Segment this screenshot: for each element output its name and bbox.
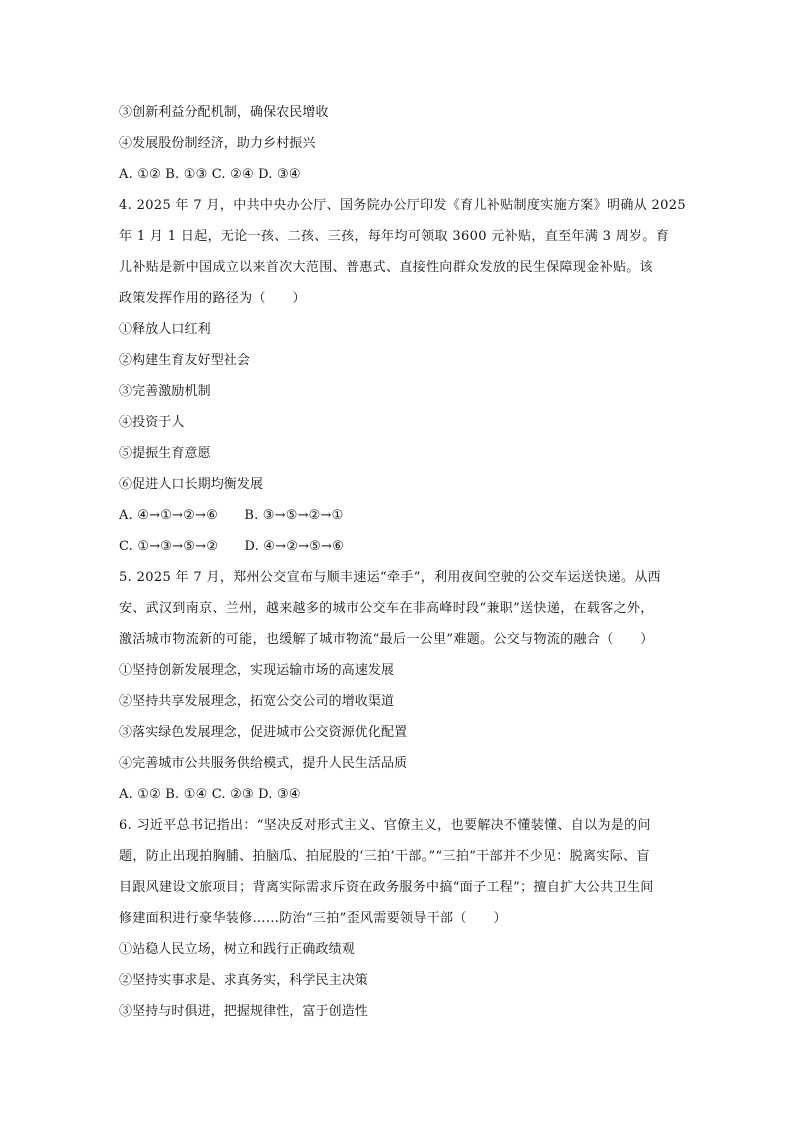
- q5-item-3: ③落实绿色发展理念，促进城市公交资源优化配置: [119, 725, 408, 740]
- answer-choices-q5: A. ①② B. ①④ C. ②③ D. ③④: [119, 787, 301, 802]
- q4-item-3: ③完善激励机制: [119, 384, 211, 399]
- answer-choices-q4-ab: A. ④→①→②→⑥ B. ③→⑤→②→①: [119, 508, 344, 523]
- question-5-line-3: 激活城市物流新的可能，也缓解了城市物流“最后一公里”难题。公交与物流的融合（ ）: [119, 632, 654, 647]
- question-4-line-1: 4. 2025 年 7 月，中共中央办公厅、国务院办公厅印发《育儿补贴制度实施方案》明确从 2025: [119, 198, 687, 213]
- answer-choices-q4-cd: C. ①→③→⑤→② D. ④→②→⑤→⑥: [119, 539, 344, 554]
- question-6-line-4: 修建面积进行豪华装修……防治“三拍”歪风需要领导干部（ ）: [119, 911, 507, 926]
- q5-item-2: ②坚持共享发展理念，拓宽公交公司的增收渠道: [119, 694, 395, 709]
- question-6-line-3: 目跟风建设文旅项目；背离实际需求斥资在政务服务中搞“面子工程”；擅自扩大公共卫生间: [119, 880, 654, 895]
- option-line-4: ④发展股份制经济，助力乡村振兴: [119, 136, 316, 151]
- q6-item-3: ③坚持与时俱进，把握规律性，富于创造性: [119, 1004, 368, 1019]
- q5-item-1: ①坚持创新发展理念，实现运输市场的高速发展: [119, 663, 395, 678]
- question-4-line-3: 儿补贴是新中国成立以来首次大范围、普惠式、直接性向群众发放的民生保障现金补贴。该: [119, 260, 654, 275]
- question-4-line-4: 政策发挥作用的路径为（ ）: [119, 291, 306, 306]
- question-4-line-2: 年 1 月 1 日起，无论一孩、二孩、三孩，每年均可领取 3600 元补贴，直至年满 3 周岁。育: [119, 229, 670, 244]
- option-line-3: ③创新利益分配机制，确保农民增收: [119, 105, 329, 120]
- q4-item-4: ④投资于人: [119, 415, 185, 430]
- q4-item-2: ②构建生育友好型社会: [119, 353, 251, 368]
- question-6-line-2: 题，防止出现拍胸脯、拍脑瓜、拍屁股的‘三拍’干部。”“三拍”干部并不少见：脱离实际、盲: [119, 849, 650, 864]
- q4-item-1: ①释放人口红利: [119, 322, 211, 337]
- q5-item-4: ④完善城市公共服务供给模式，提升人民生活品质: [119, 756, 408, 771]
- q4-item-5: ⑤提振生育意愿: [119, 446, 211, 461]
- answer-choices-q3: A. ①② B. ①③ C. ②④ D. ③④: [119, 167, 301, 182]
- q4-item-6: ⑥促进人口长期均衡发展: [119, 477, 264, 492]
- question-6-line-1: 6. 习近平总书记指出：“坚决反对形式主义、官僚主义，也要解决不懂装懂、自以为是的问: [119, 818, 651, 833]
- question-5-line-1: 5. 2025 年 7 月，郑州公交宣布与顺丰速运“牵手”，利用夜间空驶的公交车运送快递。从西: [119, 570, 662, 585]
- q6-item-2: ②坚持实事求是、求真务实，科学民主决策: [119, 973, 368, 988]
- question-5-line-2: 安、武汉到南京、兰州，越来越多的城市公交车在非高峰时段“兼职”送快递，在载客之外，: [119, 601, 654, 616]
- q6-item-1: ①站稳人民立场，树立和践行正确政绩观: [119, 942, 355, 957]
